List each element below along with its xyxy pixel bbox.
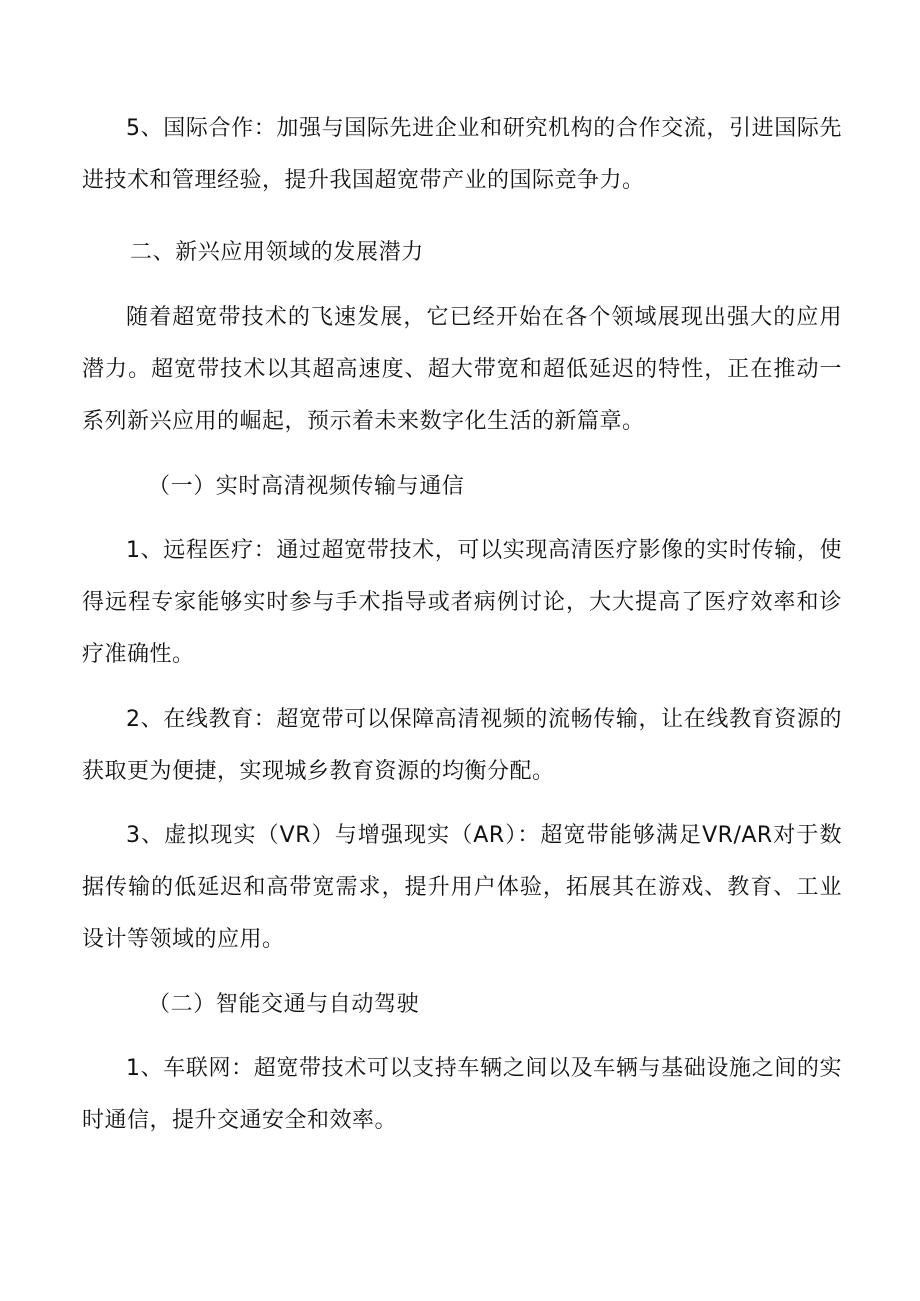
paragraph-online-education: 2、在线教育：超宽带可以保障高清视频的流畅传输，让在线教育资源的获取更为便捷，实现城乡教育资源的均衡分配。 — [82, 707, 842, 784]
subsection-heading-video: （一）实时高清视频传输与通信 — [148, 474, 465, 499]
subsection-heading-transport: （二）智能交通与自动驾驶 — [148, 992, 420, 1017]
paragraph-remote-medicine: 1、远程医疗：通过超宽带技术，可以实现高清医疗影像的实时传输，使得远程专家能够实时参与手术指导或者病例讨论，大大提高了医疗效率和诊疗准确性。 — [82, 538, 842, 667]
paragraph-vr-ar: 3、虚拟现实（VR）与增强现实（AR）：超宽带能够满足VR/AR对于数据传输的低延迟和高带宽需求，提升用户体验，拓展其在游戏、教育、工业设计等领域的应用。 — [82, 823, 842, 952]
section-heading: 二、新兴应用领域的发展潜力 — [130, 240, 424, 265]
paragraph-international-cooperation: 5、国际合作：加强与国际先进企业和研究机构的合作交流，引进国际先进技术和管理经验，提升我国超宽带产业的国际竞争力。 — [82, 116, 842, 193]
paragraph-connected-vehicles: 1、车联网：超宽带技术可以支持车辆之间以及车辆与基础设施之间的实时通信，提升交通安全和效率。 — [82, 1056, 842, 1133]
paragraph-intro: 随着超宽带技术的飞速发展，它已经开始在各个领域展现出强大的应用潜力。超宽带技术以其超高速度、超大带宽和超低延迟的特性，正在推动一系列新兴应用的崛起，预示着未来数字化生活的新篇章。 — [82, 305, 842, 434]
